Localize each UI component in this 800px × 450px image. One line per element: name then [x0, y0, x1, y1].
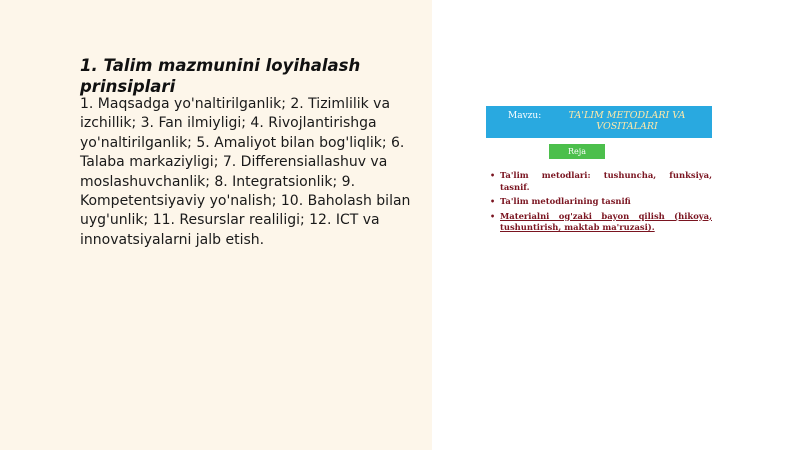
page-title: 1. Talim mazmunini loyihalash prinsiplari	[80, 56, 361, 96]
bullet-icon: •	[490, 210, 496, 221]
list-item-text: Ta'lim metodlarining tasnifi	[500, 196, 631, 207]
slide-header	[486, 106, 712, 138]
slide-mavzu-label: Mavzu:	[508, 111, 542, 121]
bullet-icon: •	[490, 196, 496, 207]
list-item	[490, 211, 712, 234]
list-item	[490, 196, 712, 208]
slide-thumbnail	[486, 106, 712, 242]
list-item-text: Ta'lim metodlari: tushuncha, funksiya, tasnif.	[500, 170, 712, 192]
principles-paragraph: 1. Maqsadga yo'naltirilganlik; 2. Tizimlilik va izchillik; 3. Fan ilmiyligi; 4. Rivojlantirishga yo'naltirilganlik; 5. Amaliyot bilan bog'liqlik; 6. Talaba markaziyligi; 7. Differensiallashuv va moslashuvchanlik; 8. Integratsionlik; 9. Kompetentsiyaviy yo'nalish; 10. Baholash bilan uyg'unlik; 11. Resurslar realiligi; 12. ICT va innovatsiyalarni jalb etish.	[80, 96, 411, 248]
list-item	[490, 170, 712, 193]
list-item-text: Materialni og'zaki bayon qilish (hikoya, tushuntirish, maktab ma'ruzasi).	[500, 210, 712, 233]
reja-button: Reja	[549, 144, 605, 159]
slide-header-title: TA'LIM METODLARI VA VOSITALARI	[568, 110, 686, 132]
slide-plan-list	[490, 170, 712, 237]
bullet-icon: •	[490, 170, 496, 180]
